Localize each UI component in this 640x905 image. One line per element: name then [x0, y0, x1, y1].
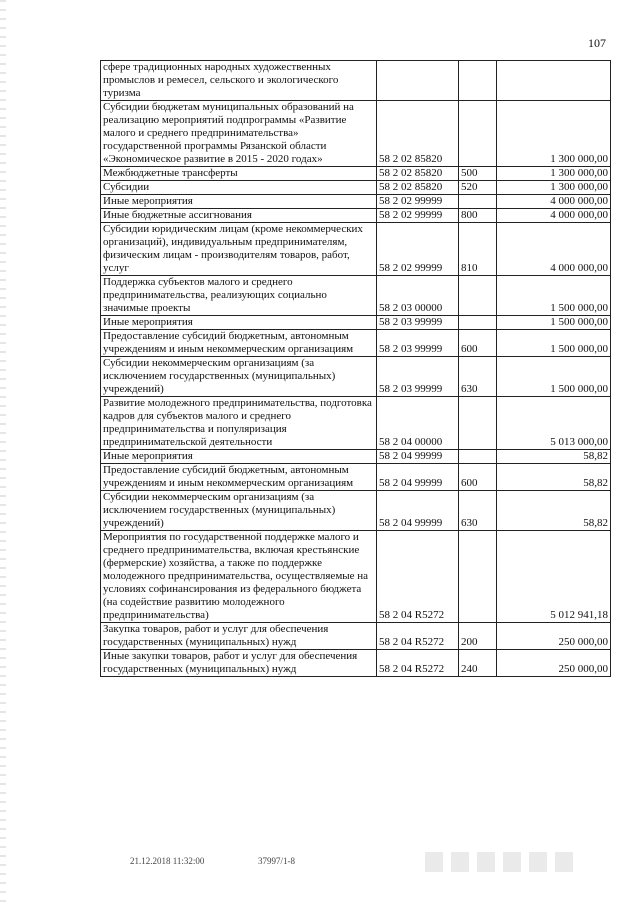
row-expense-type-cell: [459, 101, 497, 167]
row-amount-cell: 1 300 000,00: [497, 101, 611, 167]
row-name-cell: Предоставление субсидий бюджетным, автономным учреждениям и иным некоммерческим организациям: [101, 464, 377, 491]
row-code-cell: 58 2 02 99999: [377, 195, 459, 209]
row-amount-cell: 1 500 000,00: [497, 276, 611, 316]
row-code-cell: 58 2 03 00000: [377, 276, 459, 316]
row-code-cell: 58 2 04 99999: [377, 450, 459, 464]
row-name-cell: сфере традиционных народных художественных промыслов и ремесел, сельского и экологического туризма: [101, 61, 377, 101]
scan-edge-artifact: [0, 0, 6, 905]
row-expense-type-cell: 630: [459, 357, 497, 397]
footer-document-id: 37997/1-8: [258, 856, 295, 866]
row-name-cell: Иные мероприятия: [101, 450, 377, 464]
row-name-cell: Субсидии бюджетам муниципальных образований на реализацию мероприятий подпрограммы «Развитие малого и среднего предпринимательства» государственной программы Рязанской области «Экономическое развитие в 2015 - 2020 годах»: [101, 101, 377, 167]
row-amount-cell: 1 500 000,00: [497, 357, 611, 397]
row-name-cell: Развитие молодежного предпринимательства, подготовка кадров для субъектов малого и среднего предпринимательства и популяризация предпринимательской деятельности: [101, 397, 377, 450]
row-expense-type-cell: 630: [459, 491, 497, 531]
table-row: [101, 623, 611, 650]
row-code-cell: 58 2 02 85820: [377, 167, 459, 181]
row-name-cell: Субсидии некоммерческим организациям (за исключением государственных (муниципальных) учреждений): [101, 357, 377, 397]
page-number: 107: [588, 36, 606, 50]
row-expense-type-cell: [459, 61, 497, 101]
row-expense-type-cell: [459, 531, 497, 623]
row-amount-cell: 4 000 000,00: [497, 209, 611, 223]
table-row: [101, 61, 611, 101]
table-row: [101, 397, 611, 450]
row-amount-cell: 1 500 000,00: [497, 316, 611, 330]
row-amount-cell: 1 300 000,00: [497, 181, 611, 195]
table-row: [101, 167, 611, 181]
row-code-cell: 58 2 04 R5272: [377, 650, 459, 677]
row-expense-type-cell: 200: [459, 623, 497, 650]
row-code-cell: 58 2 03 99999: [377, 316, 459, 330]
row-name-cell: Иные мероприятия: [101, 195, 377, 209]
row-code-cell: [377, 61, 459, 101]
row-amount-cell: 1 300 000,00: [497, 167, 611, 181]
row-expense-type-cell: 800: [459, 209, 497, 223]
row-expense-type-cell: 600: [459, 330, 497, 357]
row-expense-type-cell: [459, 450, 497, 464]
faded-stamp: [425, 852, 575, 872]
table-row: [101, 357, 611, 397]
row-expense-type-cell: 810: [459, 223, 497, 276]
row-code-cell: 58 2 03 99999: [377, 330, 459, 357]
table-row: [101, 209, 611, 223]
row-amount-cell: 58,82: [497, 464, 611, 491]
table-row: [101, 531, 611, 623]
row-expense-type-cell: 520: [459, 181, 497, 195]
row-expense-type-cell: 240: [459, 650, 497, 677]
row-expense-type-cell: [459, 397, 497, 450]
row-amount-cell: 5 012 941,18: [497, 531, 611, 623]
row-amount-cell: 58,82: [497, 450, 611, 464]
row-expense-type-cell: [459, 316, 497, 330]
row-name-cell: Предоставление субсидий бюджетным, автономным учреждениям и иным некоммерческим организациям: [101, 330, 377, 357]
row-code-cell: 58 2 02 85820: [377, 101, 459, 167]
row-code-cell: 58 2 04 00000: [377, 397, 459, 450]
table-row: [101, 650, 611, 677]
row-amount-cell: 250 000,00: [497, 650, 611, 677]
row-code-cell: 58 2 04 99999: [377, 491, 459, 531]
table-row: [101, 223, 611, 276]
row-code-cell: 58 2 02 99999: [377, 223, 459, 276]
table-row: [101, 316, 611, 330]
table-row: [101, 330, 611, 357]
row-expense-type-cell: [459, 195, 497, 209]
row-expense-type-cell: 500: [459, 167, 497, 181]
row-name-cell: Мероприятия по государственной поддержке малого и среднего предпринимательства, включая крестьянские (фермерские) хозяйства, а также по поддержке молодежного предпринимательства, осуществляемые на условиях софинансирования из федерального бюджета (на содействие развитию молодежного предпринимательства): [101, 531, 377, 623]
row-name-cell: Субсидии юридическим лицам (кроме некоммерческих организаций), индивидуальным предпринимателям, физическим лицам - производителям товаров, работ, услуг: [101, 223, 377, 276]
table-row: [101, 181, 611, 195]
row-amount-cell: 250 000,00: [497, 623, 611, 650]
row-name-cell: Межбюджетные трансферты: [101, 167, 377, 181]
row-name-cell: Закупка товаров, работ и услуг для обеспечения государственных (муниципальных) нужд: [101, 623, 377, 650]
table-row: [101, 195, 611, 209]
row-code-cell: 58 2 02 85820: [377, 181, 459, 195]
row-name-cell: Иные мероприятия: [101, 316, 377, 330]
row-name-cell: Субсидии некоммерческим организациям (за исключением государственных (муниципальных) учреждений): [101, 491, 377, 531]
row-expense-type-cell: 600: [459, 464, 497, 491]
row-name-cell: Поддержка субъектов малого и среднего предпринимательства, реализующих социально значимые проекты: [101, 276, 377, 316]
row-amount-cell: 58,82: [497, 491, 611, 531]
row-name-cell: Иные закупки товаров, работ и услуг для обеспечения государственных (муниципальных) нужд: [101, 650, 377, 677]
table-row: [101, 101, 611, 167]
row-amount-cell: 5 013 000,00: [497, 397, 611, 450]
table-row: [101, 276, 611, 316]
table-row: [101, 464, 611, 491]
row-expense-type-cell: [459, 276, 497, 316]
row-name-cell: Иные бюджетные ассигнования: [101, 209, 377, 223]
row-code-cell: 58 2 02 99999: [377, 209, 459, 223]
row-amount-cell: 4 000 000,00: [497, 223, 611, 276]
table-row: [101, 491, 611, 531]
row-code-cell: 58 2 04 R5272: [377, 623, 459, 650]
budget-table-body: [101, 61, 611, 677]
row-code-cell: 58 2 03 99999: [377, 357, 459, 397]
table-row: [101, 450, 611, 464]
footer-timestamp: 21.12.2018 11:32:00: [130, 856, 205, 866]
row-name-cell: Субсидии: [101, 181, 377, 195]
row-code-cell: 58 2 04 R5272: [377, 531, 459, 623]
budget-table: [100, 60, 611, 677]
row-code-cell: 58 2 04 99999: [377, 464, 459, 491]
row-amount-cell: [497, 61, 611, 101]
row-amount-cell: 1 500 000,00: [497, 330, 611, 357]
row-amount-cell: 4 000 000,00: [497, 195, 611, 209]
